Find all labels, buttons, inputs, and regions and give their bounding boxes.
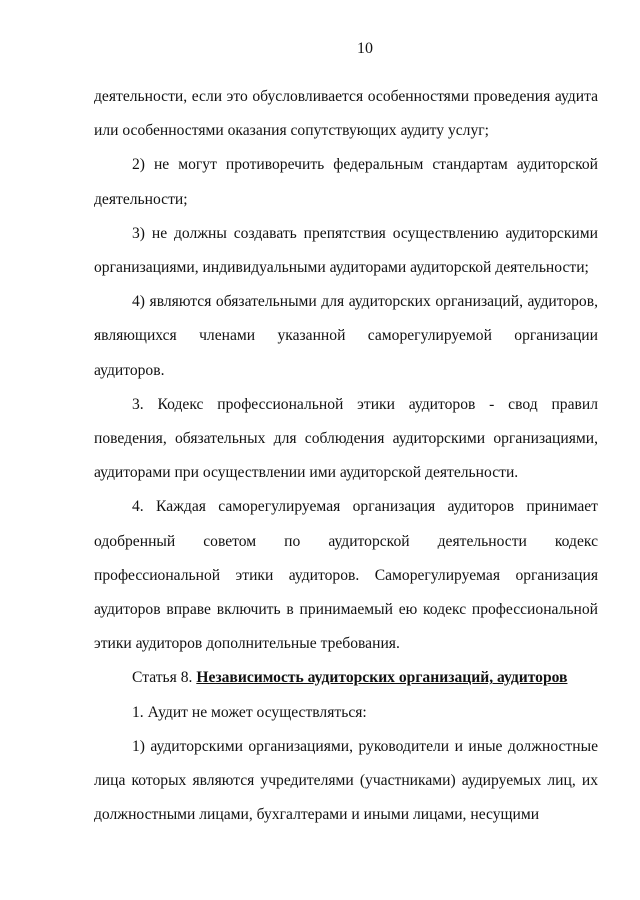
paragraph-clause-4: 4. Каждая саморегулируемая организация аудиторов принимает одобренный советом по аудиторской деятельности кодекс профессиональной этики аудиторов. Саморегулируемая организация аудиторов вправе включить в принимаемый ею кодекс профессиональной этики аудиторов дополнительные требования. [94, 498, 598, 653]
paragraph-item-4: 4) являются обязательными для аудиторских организаций, аудиторов, являющихся членами указанной саморегулируемой организации аудиторов. [94, 293, 598, 379]
paragraph-clause-1: 1. Аудит не может осуществляться: [132, 703, 367, 721]
page-number: 10 [357, 40, 373, 57]
article-heading [94, 661, 598, 695]
paragraph-subitem-1: 1) аудиторскими организациями, руководители и иные должностные лица которых являются учредителями (участниками) аудируемых лиц, их должностными лицами, бухгалтерами и иными лицами, несущими [94, 737, 598, 824]
paragraph-item-2: 2) не могут противоречить федеральным стандартам аудиторской деятельности; [94, 156, 598, 208]
article-prefix: Статья 8. [132, 669, 197, 687]
article-title: Независимость аудиторских организаций, аудиторов [196, 669, 568, 687]
paragraph-continuation: деятельности, если это обусловливается особенностями проведения аудита или особенностями оказания сопутствующих аудиту услуг; [94, 88, 598, 140]
paragraph-item-3: 3) не должны создавать препятствия осуществлению аудиторскими организациями, индивидуальными аудиторами аудиторской деятельности; [94, 224, 598, 277]
document-body [94, 80, 598, 832]
paragraph-clause-3: 3. Кодекс профессиональной этики аудиторов - свод правил поведения, обязательных для соблюдения аудиторскими организациями, аудиторами при осуществлении ими аудиторской деятельности. [94, 395, 598, 482]
